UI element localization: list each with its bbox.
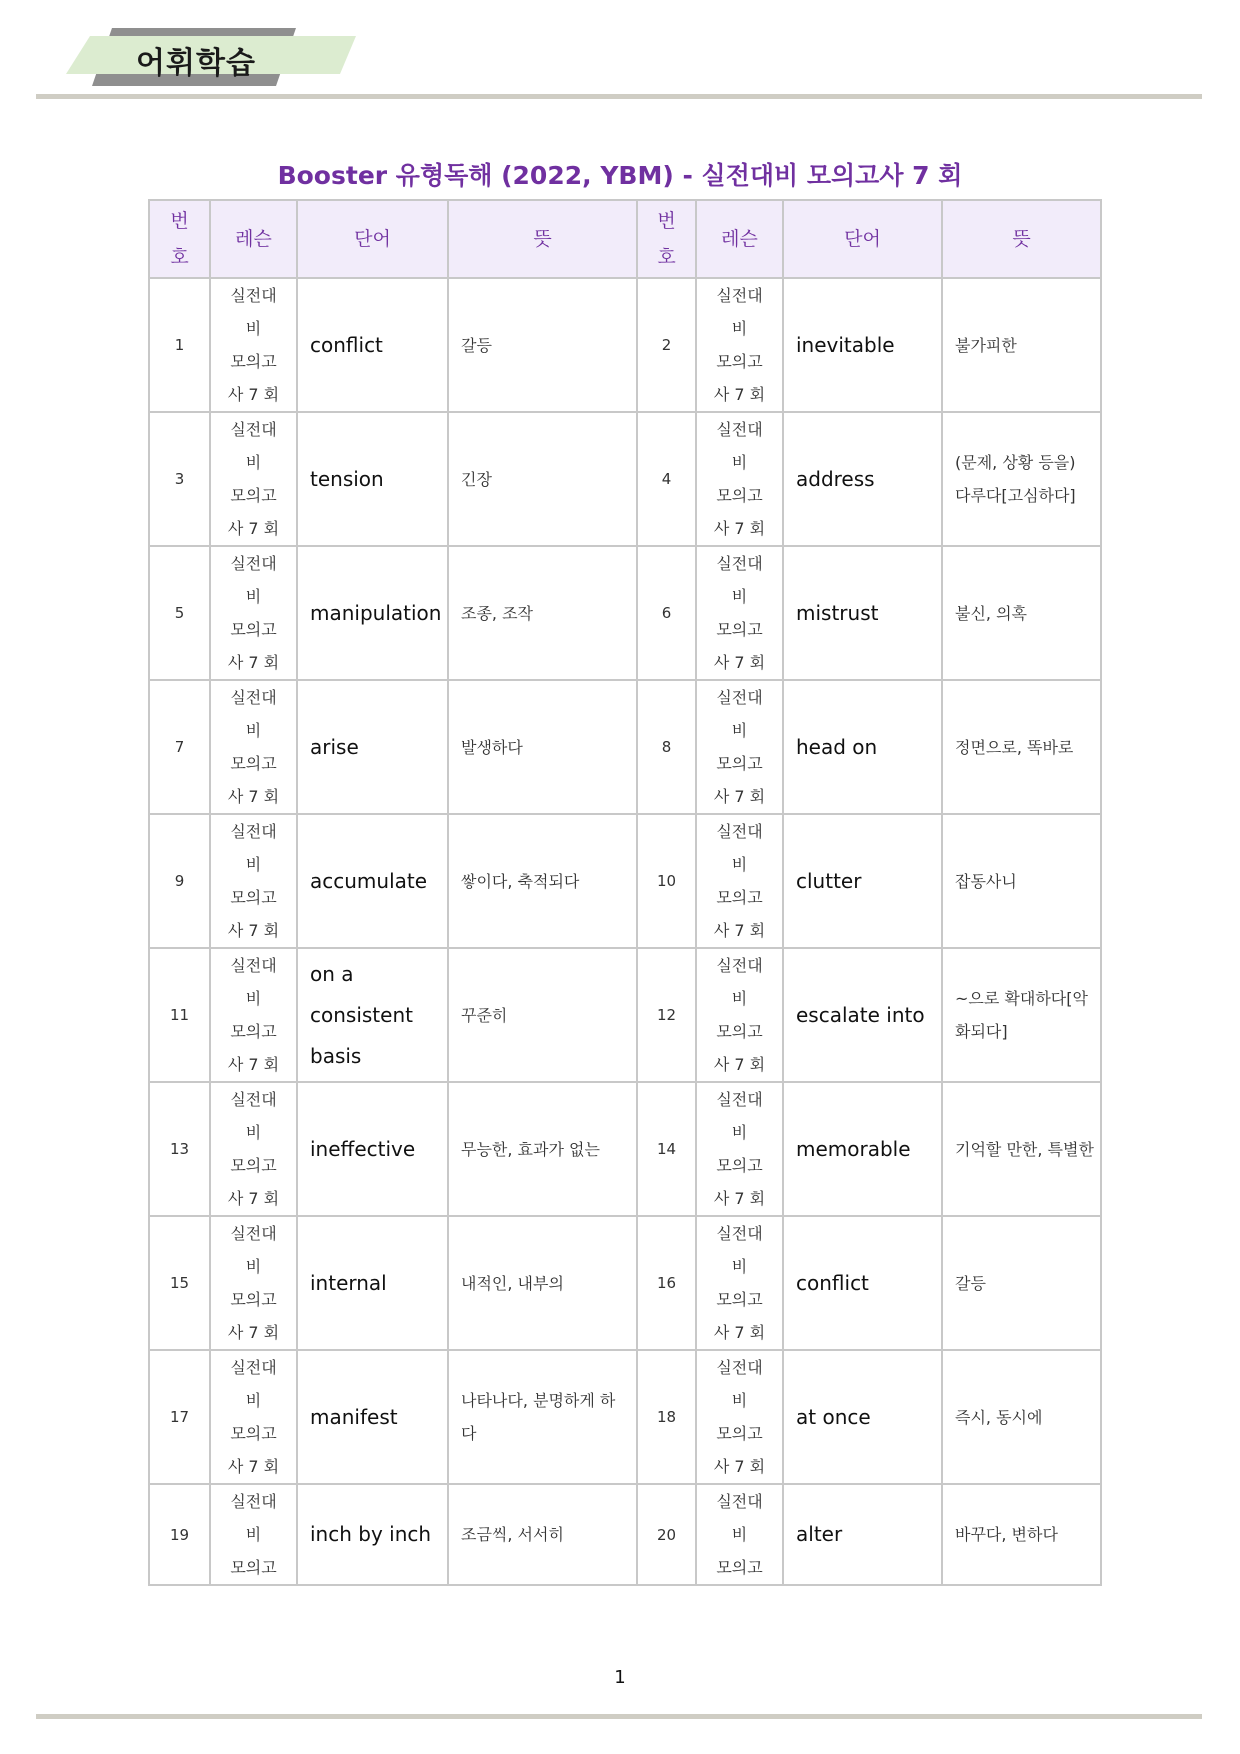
entry-number: 8: [637, 680, 696, 814]
entry-word: conflict: [297, 278, 448, 412]
entry-lesson: [210, 1082, 297, 1216]
entry-number: 15: [149, 1216, 210, 1350]
lesson-line: 사 7 회: [713, 1189, 766, 1208]
lesson-line: 실전대: [230, 1492, 277, 1511]
entry-word: tension: [297, 412, 448, 546]
lesson-line: 실전대: [716, 1492, 763, 1511]
entry-number: 17: [149, 1350, 210, 1484]
footer-divider: [36, 1714, 1202, 1719]
table-body: [149, 278, 1101, 1585]
lesson-line: 비: [731, 587, 748, 606]
lesson-line: 실전대: [716, 1090, 763, 1109]
entry-meaning: ~으로 확대하다[악화되다]: [942, 948, 1101, 1082]
entry-meaning: 조금씩, 서서히: [448, 1484, 637, 1585]
lesson-line: 사 7 회: [227, 1189, 280, 1208]
entry-number: 20: [637, 1484, 696, 1585]
entry-word: ineffective: [297, 1082, 448, 1216]
entry-lesson: [210, 546, 297, 680]
lesson-line: 비: [731, 989, 748, 1008]
entry-meaning: 쌓이다, 축적되다: [448, 814, 637, 948]
entry-meaning: 불신, 의혹: [942, 546, 1101, 680]
entry-lesson: [696, 1350, 783, 1484]
lesson-line: 비: [245, 989, 262, 1008]
entry-meaning: 갈등: [448, 278, 637, 412]
lesson-line: 비: [731, 453, 748, 472]
lesson-line: 실전대: [716, 286, 763, 305]
lesson-line: 실전대: [716, 420, 763, 439]
page-banner: [0, 0, 1240, 100]
table-row: [149, 680, 1101, 814]
entry-lesson: [210, 814, 297, 948]
lesson-line: 모의고: [716, 1156, 763, 1175]
lesson-line: 비: [731, 319, 748, 338]
entry-number: 2: [637, 278, 696, 412]
table-row: [149, 546, 1101, 680]
entry-lesson: [210, 948, 297, 1082]
lesson-line: 비: [731, 1525, 748, 1544]
lesson-line: 비: [245, 855, 262, 874]
lesson-line: 비: [245, 721, 262, 740]
entry-lesson: [210, 412, 297, 546]
lesson-line: 비: [731, 1391, 748, 1410]
table-row: [149, 1484, 1101, 1585]
lesson-line: 모의고: [716, 1290, 763, 1309]
lesson-line: 비: [245, 319, 262, 338]
lesson-line: 실전대: [230, 822, 277, 841]
entry-number: 5: [149, 546, 210, 680]
entry-meaning: 즉시, 동시에: [942, 1350, 1101, 1484]
lesson-line: 사 7 회: [227, 653, 280, 672]
entry-word: inch by inch: [297, 1484, 448, 1585]
lesson-line: 비: [731, 855, 748, 874]
entry-lesson: [696, 1216, 783, 1350]
entry-word: alter: [783, 1484, 942, 1585]
entry-number: 12: [637, 948, 696, 1082]
entry-lesson: [210, 278, 297, 412]
lesson-line: 사 7 회: [713, 1055, 766, 1074]
column-header: 번 호: [149, 200, 210, 278]
entry-number: 14: [637, 1082, 696, 1216]
entry-number: 16: [637, 1216, 696, 1350]
entry-number: 7: [149, 680, 210, 814]
entry-meaning: 발생하다: [448, 680, 637, 814]
entry-meaning: 무능한, 효과가 없는: [448, 1082, 637, 1216]
table-row: [149, 948, 1101, 1082]
entry-meaning: 꾸준히: [448, 948, 637, 1082]
entry-lesson: [696, 680, 783, 814]
lesson-line: 실전대: [230, 956, 277, 975]
lesson-line: 실전대: [230, 420, 277, 439]
lesson-line: 모의고: [230, 486, 277, 505]
lesson-line: 모의고: [230, 1290, 277, 1309]
lesson-line: 모의고: [230, 1558, 277, 1577]
entry-lesson: [696, 546, 783, 680]
entry-word: arise: [297, 680, 448, 814]
entry-meaning: 기억할 만한, 특별한: [942, 1082, 1101, 1216]
lesson-line: 모의고: [230, 620, 277, 639]
lesson-line: 실전대: [716, 554, 763, 573]
entry-lesson: [210, 1350, 297, 1484]
entry-number: 10: [637, 814, 696, 948]
column-header: 단어: [783, 200, 942, 278]
lesson-line: 비: [245, 453, 262, 472]
entry-lesson: [696, 948, 783, 1082]
entry-number: 9: [149, 814, 210, 948]
lesson-line: 실전대: [230, 1090, 277, 1109]
column-header: 단어: [297, 200, 448, 278]
lesson-line: 비: [245, 587, 262, 606]
lesson-line: 비: [731, 721, 748, 740]
table-row: [149, 1350, 1101, 1484]
entry-word: manipulation: [297, 546, 448, 680]
entry-number: 4: [637, 412, 696, 546]
lesson-line: 사 7 회: [227, 519, 280, 538]
entry-meaning: (문제, 상황 등을) 다루다[고심하다]: [942, 412, 1101, 546]
lesson-line: 사 7 회: [227, 921, 280, 940]
lesson-line: 모의고: [716, 888, 763, 907]
entry-lesson: [696, 814, 783, 948]
entry-number: 1: [149, 278, 210, 412]
entry-word: clutter: [783, 814, 942, 948]
lesson-line: 사 7 회: [227, 385, 280, 404]
lesson-line: 실전대: [716, 822, 763, 841]
column-header: 레슨: [210, 200, 297, 278]
entry-meaning: 나타나다, 분명하게 하다: [448, 1350, 637, 1484]
lesson-line: 모의고: [716, 1022, 763, 1041]
table-row: [149, 814, 1101, 948]
lesson-line: 모의고: [716, 620, 763, 639]
lesson-line: 실전대: [230, 688, 277, 707]
header-divider: [36, 94, 1202, 99]
entry-word: mistrust: [783, 546, 942, 680]
entry-word: address: [783, 412, 942, 546]
entry-meaning: 불가피한: [942, 278, 1101, 412]
lesson-line: 모의고: [230, 1156, 277, 1175]
entry-lesson: [696, 278, 783, 412]
lesson-line: 비: [245, 1525, 262, 1544]
entry-meaning: 정면으로, 똑바로: [942, 680, 1101, 814]
entry-number: 11: [149, 948, 210, 1082]
entry-number: 13: [149, 1082, 210, 1216]
entry-word: accumulate: [297, 814, 448, 948]
entry-number: 3: [149, 412, 210, 546]
document-title: Booster 유형독해 (2022, YBM) - 실전대비 모의고사 7 회: [277, 161, 963, 190]
lesson-line: 사 7 회: [713, 921, 766, 940]
entry-meaning: 갈등: [942, 1216, 1101, 1350]
entry-lesson: [696, 1484, 783, 1585]
lesson-line: 비: [731, 1257, 748, 1276]
entry-word: head on: [783, 680, 942, 814]
lesson-line: 실전대: [716, 1224, 763, 1243]
lesson-line: 사 7 회: [227, 1323, 280, 1342]
entry-word: memorable: [783, 1082, 942, 1216]
lesson-line: 모의고: [230, 754, 277, 773]
lesson-line: 모의고: [716, 1424, 763, 1443]
lesson-line: 모의고: [716, 754, 763, 773]
lesson-line: 사 7 회: [713, 787, 766, 806]
lesson-line: 사 7 회: [713, 1457, 766, 1476]
lesson-line: 모의고: [230, 888, 277, 907]
column-header: 뜻: [448, 200, 637, 278]
entry-lesson: [210, 680, 297, 814]
entry-word: at once: [783, 1350, 942, 1484]
lesson-line: 사 7 회: [713, 385, 766, 404]
lesson-line: 실전대: [716, 956, 763, 975]
lesson-line: 모의고: [716, 352, 763, 371]
lesson-line: 모의고: [230, 1424, 277, 1443]
entry-meaning: 조종, 조작: [448, 546, 637, 680]
column-header: 레슨: [696, 200, 783, 278]
lesson-line: 사 7 회: [227, 787, 280, 806]
lesson-line: 사 7 회: [227, 1055, 280, 1074]
entry-word: on a consistent basis: [297, 948, 448, 1082]
lesson-line: 실전대: [230, 1358, 277, 1377]
lesson-line: 실전대: [230, 1224, 277, 1243]
lesson-line: 실전대: [230, 286, 277, 305]
lesson-line: 실전대: [716, 1358, 763, 1377]
entry-word: inevitable: [783, 278, 942, 412]
lesson-line: 사 7 회: [713, 653, 766, 672]
lesson-line: 모의고: [230, 1022, 277, 1041]
entry-word: conflict: [783, 1216, 942, 1350]
entry-number: 19: [149, 1484, 210, 1585]
page-number: 1: [614, 1667, 626, 1688]
entry-number: 18: [637, 1350, 696, 1484]
entry-meaning: 내적인, 내부의: [448, 1216, 637, 1350]
column-header: 번 호: [637, 200, 696, 278]
lesson-line: 실전대: [716, 688, 763, 707]
entry-number: 6: [637, 546, 696, 680]
table-row: [149, 1216, 1101, 1350]
column-header: 뜻: [942, 200, 1101, 278]
table-header-row: [149, 200, 1101, 278]
entry-meaning: 잡동사니: [942, 814, 1101, 948]
entry-word: escalate into: [783, 948, 942, 1082]
entry-lesson: [210, 1216, 297, 1350]
entry-lesson: [210, 1484, 297, 1585]
table-row: [149, 278, 1101, 412]
lesson-line: 모의고: [716, 1558, 763, 1577]
lesson-line: 모의고: [230, 352, 277, 371]
entry-meaning: 긴장: [448, 412, 637, 546]
lesson-line: 실전대: [230, 554, 277, 573]
entry-word: internal: [297, 1216, 448, 1350]
lesson-line: 비: [245, 1257, 262, 1276]
lesson-line: 비: [731, 1123, 748, 1142]
lesson-line: 사 7 회: [227, 1457, 280, 1476]
vocabulary-table: [148, 199, 1102, 1586]
entry-lesson: [696, 412, 783, 546]
entry-word: manifest: [297, 1350, 448, 1484]
lesson-line: 사 7 회: [713, 1323, 766, 1342]
lesson-line: 모의고: [716, 486, 763, 505]
entry-lesson: [696, 1082, 783, 1216]
table-row: [149, 1082, 1101, 1216]
lesson-line: 사 7 회: [713, 519, 766, 538]
entry-meaning: 바꾸다, 변하다: [942, 1484, 1101, 1585]
lesson-line: 비: [245, 1391, 262, 1410]
table-row: [149, 412, 1101, 546]
lesson-line: 비: [245, 1123, 262, 1142]
banner-title: 어휘학습: [136, 46, 256, 81]
